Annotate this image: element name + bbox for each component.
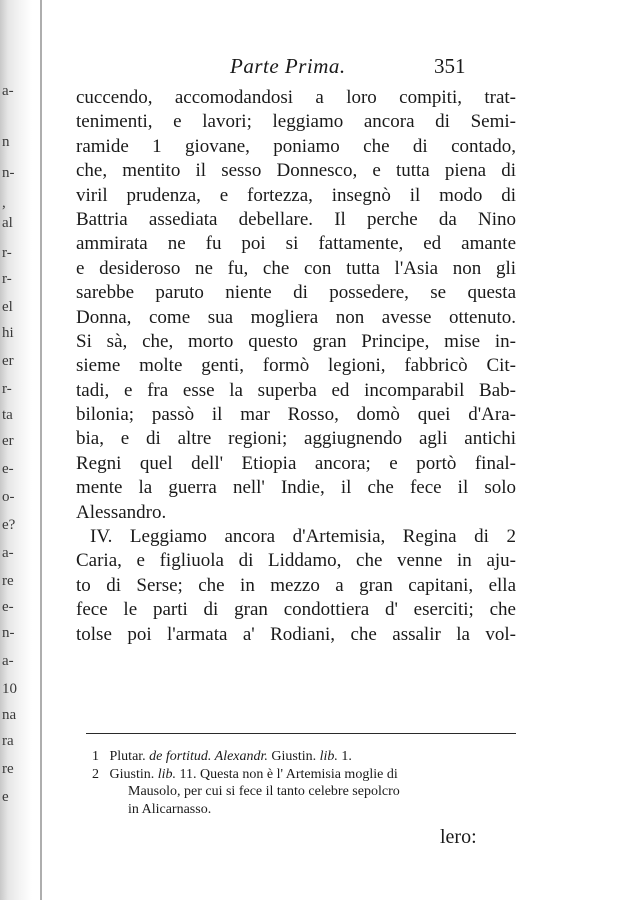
left-fragment: al xyxy=(2,215,13,231)
left-fragment: ra xyxy=(2,733,14,749)
text-line: Caria, e figliuola di Liddamo, che venne in aju- xyxy=(76,550,516,572)
footnote-number: 1 xyxy=(92,749,99,764)
left-fragment: e? xyxy=(2,517,16,533)
footnote-text: Plutar. xyxy=(109,749,146,764)
left-fragment: hi xyxy=(2,325,14,341)
footnote-2-continued: Mausolo, per cui si fece il tanto celebre sepolcro xyxy=(128,784,400,799)
footnote-2-continued: in Alicarnasso. xyxy=(128,801,212,817)
left-fragment: re xyxy=(2,573,14,589)
text-line: mente la guerra nell' Indie, il che fece il solo xyxy=(76,477,516,499)
left-fragment: na xyxy=(2,707,17,723)
left-fragment: n- xyxy=(2,625,15,641)
left-fragment: a- xyxy=(2,83,14,99)
left-fragment: e- xyxy=(2,599,14,615)
catchword: lero: xyxy=(440,826,477,848)
footnote-text: Giustin. xyxy=(109,766,155,782)
text-line: fece le parti di gran condottiera d' eserciti; che xyxy=(76,599,516,621)
text-line: bia, e di altre regioni; aggiugnendo agli antichi xyxy=(76,428,516,450)
text-line: cuccendo, accomodandosi a loro compiti, trat- xyxy=(76,87,516,108)
left-fragment: a- xyxy=(2,545,14,561)
footnote-2 xyxy=(92,766,516,784)
left-fragment: e- xyxy=(2,461,14,477)
footnote-italic: lib. xyxy=(157,766,177,782)
gutter-line xyxy=(40,0,42,900)
left-fragment: o- xyxy=(2,489,15,505)
text-line: bilonia; passò il mar Rosso, domò quei d'Ara- xyxy=(76,404,516,426)
left-fragment: er xyxy=(2,353,14,369)
text-line: IV. Leggiamo ancora d'Artemisia, Regina di 2 xyxy=(90,526,516,548)
left-fragment: el xyxy=(2,299,13,315)
left-fragment: n- xyxy=(2,165,15,181)
running-head: Parte Prima. xyxy=(230,54,346,78)
text-line: Si sà, che, morto questo gran Principe, mise in- xyxy=(76,330,516,352)
text-line: Donna, come sua mogliera non avesse ottenuto. xyxy=(76,306,516,328)
footnote-italic: de fortitud. Alexandr. xyxy=(149,749,268,764)
text-line: to di Serse; che in mezzo a gran capitani, ella xyxy=(76,574,516,596)
left-page-fragments xyxy=(2,0,32,900)
text-line: tolse poi l'armata a' Rodiani, che assalir la vol- xyxy=(76,623,516,645)
left-fragment: a- xyxy=(2,653,14,669)
left-fragment: r- xyxy=(2,245,12,261)
footnote-number: 2 xyxy=(92,766,99,782)
text-line: che, mentito il sesso Donnesco, e tutta piena di xyxy=(76,160,516,182)
text-line: sarebbe paruto niente di possedere, se questa xyxy=(76,282,516,304)
left-fragment: ta xyxy=(2,407,13,423)
page-header xyxy=(230,54,530,84)
paragraph-iv xyxy=(76,525,516,647)
page-number: 351 xyxy=(434,54,466,78)
footnote-divider xyxy=(86,733,516,734)
footnote-text: 1. xyxy=(341,749,352,764)
text-line: Alessandro. xyxy=(76,501,167,523)
footnote-1 xyxy=(92,748,516,766)
text-line: viril prudenza, e fortezza, insegnò il modo di xyxy=(76,184,516,206)
paragraph xyxy=(76,86,516,525)
footnote-italic: lib. xyxy=(319,749,338,764)
left-fragment: e xyxy=(2,789,9,805)
body-text xyxy=(76,86,516,647)
left-fragment: r- xyxy=(2,271,12,287)
text-line: e desideroso ne fu, che con tutta l'Asia non gli xyxy=(76,257,516,279)
footnotes xyxy=(92,748,516,818)
text-line: ramide 1 giovane, poniamo che di contado, xyxy=(76,135,516,157)
text-line: Battria assediata debellare. Il perche da Nino xyxy=(76,208,516,230)
left-fragment: er xyxy=(2,433,14,449)
text-line: ammirata ne fu poi si fattamente, ed amante xyxy=(76,233,516,255)
left-fragment: n xyxy=(2,134,10,150)
left-fragment: r- xyxy=(2,381,12,397)
footnote-text: Giustin. xyxy=(271,749,317,764)
text-line: tenimenti, e lavori; leggiamo ancora di Semi- xyxy=(76,111,516,133)
left-fragment: 10 xyxy=(2,681,17,697)
text-line: Regni quel dell' Etiopia ancora; e portò final- xyxy=(76,452,516,474)
left-fragment: re xyxy=(2,761,14,777)
footnote-text: 11. Questa non è l' Artemisia moglie di xyxy=(179,766,398,782)
text-line: sieme molte genti, formò legioni, fabbricò Cit- xyxy=(76,355,516,377)
left-fragment: , xyxy=(2,195,6,211)
text-line: tadi, e fra esse la superba ed incomparabil Bab- xyxy=(76,379,516,401)
